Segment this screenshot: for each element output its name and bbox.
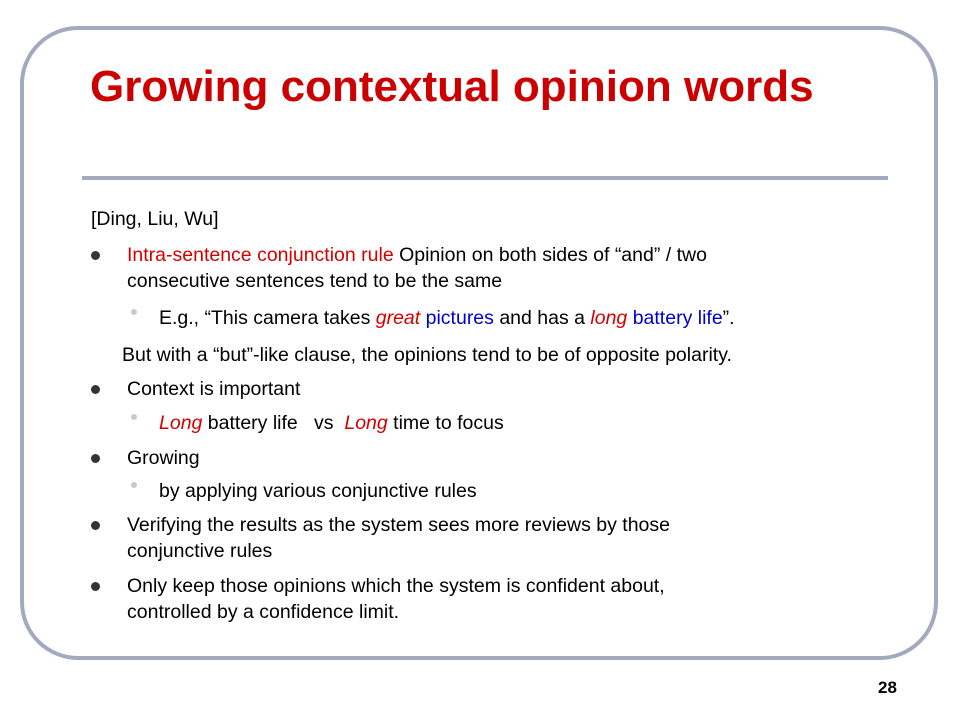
rule-description-cont: consecutive sentences tend to be the same — [127, 270, 503, 292]
example-sentence — [159, 305, 735, 331]
rule-name: Intra-sentence conjunction rule — [127, 244, 394, 266]
context-example-text: battery life vs — [202, 412, 345, 434]
example-text: and has a — [493, 307, 591, 329]
example-word-long: long — [590, 307, 628, 329]
bullet-dot — [91, 582, 100, 591]
page-number: 28 — [878, 678, 897, 697]
bullet-dot — [91, 385, 100, 394]
bullet-only-keep-cont: controlled by a confidence limit. — [127, 601, 400, 623]
context-example — [159, 410, 504, 436]
growing-detail: by applying various conjunctive rules — [159, 480, 477, 502]
context-example-text: time to focus — [387, 412, 504, 434]
bullet-context: Context is important — [127, 378, 301, 400]
word-long: Long — [159, 412, 203, 434]
sub-bullet-dot — [131, 482, 137, 488]
bullet-only-keep: Only keep those opinions which the system is confident about, — [127, 575, 665, 597]
bullet-verifying: Verifying the results as the system sees more reviews by those — [127, 514, 670, 536]
bullet-dot — [91, 521, 100, 530]
bullet-conjunction-rule — [127, 242, 707, 268]
example-word-pictures: pictures — [425, 307, 494, 329]
bullet-growing: Growing — [127, 447, 200, 469]
but-clause-note: But with a “but”-like clause, the opinions tend to be of opposite polarity. — [122, 344, 732, 366]
sub-bullet-dot — [131, 309, 137, 315]
word-long: Long — [344, 412, 388, 434]
example-word-battery-life: battery life — [632, 307, 723, 329]
example-text: ”. — [722, 307, 735, 329]
example-word-great: great — [375, 307, 421, 329]
citation: [Ding, Liu, Wu] — [91, 208, 219, 230]
example-text: E.g., “This camera takes — [159, 307, 376, 329]
rule-description: Opinion on both sides of “and” / two — [393, 244, 707, 266]
slide-title: Growing contextual opinion words — [90, 62, 814, 111]
bullet-verifying-cont: conjunctive rules — [127, 540, 273, 562]
bullet-dot — [91, 454, 100, 463]
bullet-dot — [91, 251, 100, 260]
sub-bullet-dot — [131, 414, 137, 420]
